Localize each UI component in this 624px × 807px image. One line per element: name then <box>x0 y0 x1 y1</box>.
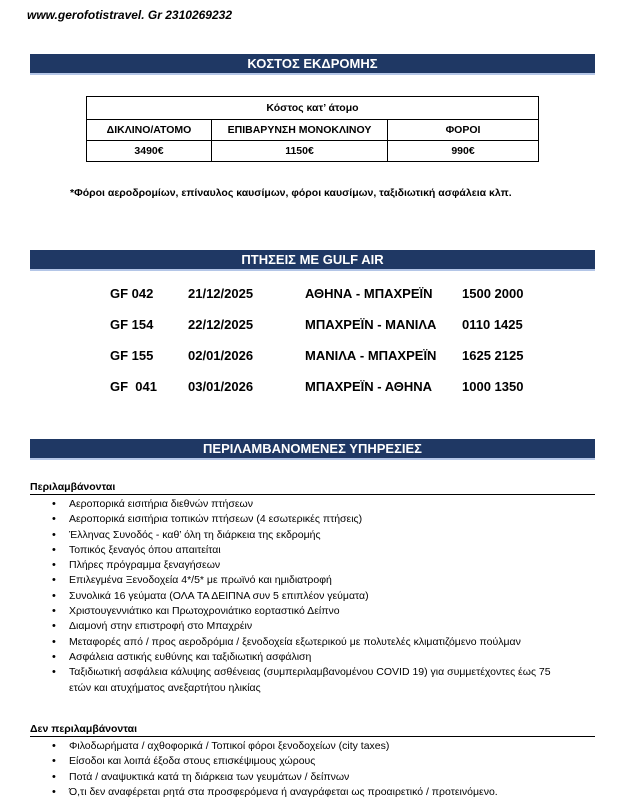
included-heading: Περιλαμβάνονται <box>30 481 595 495</box>
list-item: • Διαμονή στην επιστροφή στο Μπαχρέιν <box>52 619 572 634</box>
flight-route: ΜΠΑΧΡΕΪΝ - ΑΘΗΝΑ <box>305 379 433 394</box>
flight-date: 21/12/2025 <box>188 286 254 301</box>
value-double-per-person: 3490€ <box>87 141 212 162</box>
list-item: • Ταξιδιωτική ασφάλεια κάλυψης ασθένειας (συμπεριλαμβανομένου COVID 19) για συμμετέχοντες έως 75 ετών και ατυχήματος ανεξαρτήτου ηλικίας <box>52 665 572 696</box>
col-double-per-person: ΔΙΚΛΙΝΟ/ΑΤΟΜΟ <box>87 120 212 141</box>
list-item: • Αεροπορικά εισιτήρια διεθνών πτήσεων <box>52 497 572 512</box>
flight-code: GF 041 <box>110 379 157 394</box>
col-single-supplement: ΕΠΙΒΑΡΥΝΣΗ ΜΟΝΟΚΛΙΝΟΥ <box>212 120 388 141</box>
included-list <box>52 497 572 696</box>
cost-table <box>86 96 539 162</box>
list-item: • Μεταφορές από / προς αεροδρόμια / ξενοδοχεία εξωτερικού με πολυτελές κλιματιζόμενο πούλμαν <box>52 635 572 650</box>
flight-times: 1000 1350 <box>462 379 524 394</box>
flight-date: 02/01/2026 <box>188 348 254 363</box>
flight-route: ΜΠΑΧΡΕΪΝ - ΜΑΝΙΛΑ <box>305 317 437 332</box>
flights-section-title: ΠΤΗΣΕΙΣ ΜΕ GULF AIR <box>30 250 595 271</box>
flight-code: GF 155 <box>110 348 154 363</box>
excluded-heading: Δεν περιλαμβάνονται <box>30 723 595 737</box>
col-taxes: ΦΟΡΟΙ <box>388 120 539 141</box>
flight-times: 1625 2125 <box>462 348 524 363</box>
list-item: • Πλήρες πρόγραμμα ξεναγήσεων <box>52 558 572 573</box>
flight-route: ΑΘΗΝΑ - ΜΠΑΧΡΕΪΝ <box>305 286 433 301</box>
services-section-title: ΠΕΡΙΛΑΜΒΑΝΟΜΕΝΕΣ ΥΠΗΡΕΣΙΕΣ <box>30 439 595 460</box>
list-item: • Συνολικά 16 γεύματα (ΟΛΑ ΤΑ ΔΕΙΠΝΑ συν 5 επιπλέον γεύματα) <box>52 589 572 604</box>
list-item: • Έλληνας Συνοδός - καθ’ όλη τη διάρκεια της εκδρομής <box>52 528 572 543</box>
list-item: • Επιλεγμένα Ξενοδοχεία 4*/5* με πρωϊνό και ημιδιατροφή <box>52 573 572 588</box>
flight-times: 0110 1425 <box>462 317 523 332</box>
cost-table-title: Κόστος κατ’ άτομο <box>87 97 539 120</box>
value-single-supplement: 1150€ <box>212 141 388 162</box>
value-taxes: 990€ <box>388 141 539 162</box>
website-phone-header: www.gerofotistravel. Gr 2310269232 <box>27 8 232 22</box>
flight-code: GF 042 <box>110 286 154 301</box>
list-item: • Ασφάλεια αστικής ευθύνης και ταξιδιωτική ασφάλιση <box>52 650 572 665</box>
flight-code: GF 154 <box>110 317 154 332</box>
list-item: • Είσοδοι και λοιπά έξοδα στους επισκέψιμους χώρους <box>52 754 572 769</box>
list-item: • Χριστουγεννιάτικο και Πρωτοχρονιάτικο εορταστικό Δείπνο <box>52 604 572 619</box>
excluded-list <box>52 739 572 800</box>
flight-date: 03/01/2026 <box>188 379 254 394</box>
cost-section-title: ΚΟΣΤΟΣ ΕΚΔΡΟΜΗΣ <box>30 54 595 75</box>
list-item: • Τοπικός ξεναγός όπου απαιτείται <box>52 543 572 558</box>
list-item: • Φιλοδωρήματα / αχθοφορικά / Τοπικοί φόροι ξενοδοχείων (city taxes) <box>52 739 572 754</box>
list-item: • Αεροπορικά εισιτήρια τοπικών πτήσεων (4 εσωτερικές πτήσεις) <box>52 512 572 527</box>
list-item: • Ποτά / αναψυκτικά κατά τη διάρκεια των γευμάτων / δείπνων <box>52 770 572 785</box>
flight-route: ΜΑΝΙΛΑ - ΜΠΑΧΡΕΪΝ <box>305 348 437 363</box>
list-item: • Ό,τι δεν αναφέρεται ρητά στα προσφερόμενα ή αναγράφεται ως προαιρετικό / προτεινόμενο. <box>52 785 572 800</box>
taxes-note: *Φόροι αεροδρομίων, επίναυλος καυσίμων, φόροι καυσίμων, ταξιδιωτική ασφάλεια κλπ. <box>70 187 512 199</box>
flight-times: 1500 2000 <box>462 286 524 301</box>
flight-date: 22/12/2025 <box>188 317 254 332</box>
